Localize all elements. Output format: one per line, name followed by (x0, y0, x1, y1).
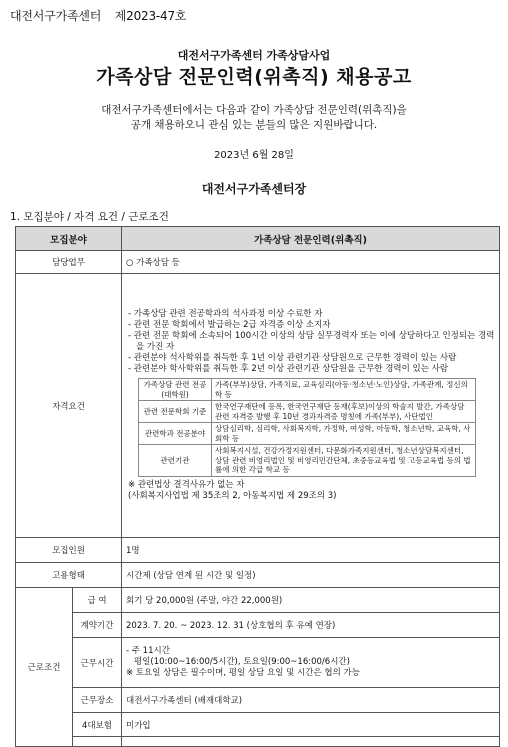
list-item: - 관련 전문 학회에서 발급하는 2급 자격증 이상 소지자 (128, 320, 331, 331)
recruit-label: 모집인원 (16, 538, 122, 563)
duty-value: ○ 가족상담 등 (122, 251, 500, 274)
recruit-value: 1명 (122, 538, 500, 563)
header-org: 대전서구가족센터 (10, 9, 102, 23)
qual-sub-table (138, 378, 476, 477)
list-item: - 관련분야 학사학위를 취득한 후 2년 이상 관련기관 상담원을 근무한 경력이 있는 사람 (128, 364, 449, 375)
sub-value: 한국연구재단에 등록, 한국연구재단 등재(후보)이상의 학술지 발간, 가족상담 관련 자격증 발행 후 10년 경과자격증 명칭에 가족(부부), 사단법인 (212, 401, 476, 423)
sub-label: 관련기관 (139, 445, 212, 477)
qual-cell (122, 274, 500, 538)
table-row (16, 274, 500, 538)
sub-label: 관련학과 전공분야 (139, 423, 212, 445)
hours-line-2: 평일(10:00~16:00/5시간), 토요일(9:00~16:00/6시간) (134, 657, 350, 667)
announcement-date: 2023년 6월 28일 (214, 150, 294, 161)
qual-note-1: ※ 관련법상 결격사유가 없는 자 (128, 479, 245, 490)
list-item: - 관련 전문 학회에 소속되어 100시간 이상의 상담 실무경력자 또는 이에 상당하다고 인정되는 경력을 가진 자 (128, 331, 495, 353)
recruitment-table (15, 226, 500, 747)
hours-value (122, 638, 500, 688)
table-header-row (16, 227, 500, 251)
qual-note-2: (사회복지사업법 제 35조의 2, 아동복지법 제 29조의 3) (128, 490, 337, 501)
table-row (16, 713, 500, 737)
announcement-intro (0, 103, 508, 133)
table-row (139, 445, 476, 477)
list-item: - 가족상담 관련 전공학과의 석사과정 이상 수료한 자 (128, 309, 323, 320)
employ-value: 시간제 (상담 연계 된 시간 및 일정) (122, 563, 500, 588)
insurance-label: 4대보험 (73, 713, 122, 737)
sub-label: 관련 전문학회 기준 (139, 401, 212, 423)
duty-label: 담당업무 (16, 251, 122, 274)
insurance-value: 미가입 (122, 713, 500, 737)
table-row (16, 588, 500, 613)
qual-list (128, 309, 495, 375)
place-value: 대전서구가족센터 (배재대학교) (122, 688, 500, 713)
table-row-continued (16, 737, 500, 747)
col-header-position: 가족상담 전문인력(위촉직) (122, 227, 500, 251)
announcement-org: 대전서구가족센터장 (201, 182, 307, 196)
table-row (139, 423, 476, 445)
hours-line-1: - 주 11시간 (126, 646, 170, 656)
table-row (16, 538, 500, 563)
announcement-subtitle: 대전서구가족센터 가족상담사업 (177, 49, 331, 62)
hours-label: 근무시간 (73, 638, 122, 688)
table-row (16, 688, 500, 713)
section-title: 1. 모집분야 / 자격 요건 / 근로조건 (10, 211, 169, 223)
place-label: 근무장소 (73, 688, 122, 713)
employ-label: 고용형태 (16, 563, 122, 588)
table-row (16, 638, 500, 688)
sub-value: 상담심리학, 심리학, 사회복지학, 가정학, 여성학, 아동학, 청소년학, 교육학, 사회학 등 (212, 423, 476, 445)
period-label: 계약기간 (73, 613, 122, 638)
sub-label: 가족상담 관련 전공(대학원) (139, 379, 212, 401)
intro-line-2: 공개 채용하오니 관심 있는 분들의 많은 지원바랍니다. (130, 119, 378, 131)
header-doc-no: 제2023-47호 (114, 9, 187, 23)
wage-value: 회기 당 20,000원 (주말, 야간 22,000원) (122, 588, 500, 613)
hours-line-3: ※ 토요일 상담은 필수이며, 평일 상담 요일 및 시간은 협의 가능 (126, 668, 360, 678)
table-row (139, 379, 476, 401)
sub-value: 가족(부부)상담, 가족치료, 교육심리(아동·청소년·노인)상담, 가족관계, 정신의학 등 (212, 379, 476, 401)
announcement-title: 가족상담 전문인력(위촉직) 채용공고 (96, 66, 412, 88)
table-row (16, 251, 500, 274)
intro-line-1: 대전서구가족센터에서는 다음과 같이 가족상담 전문인력(위촉직)을 (101, 104, 407, 116)
qual-label: 자격요건 (16, 274, 122, 538)
list-item: - 관련분야 석사학위를 취득한 후 1년 이상 관련기관 상담원으로 근무한 경력이 있는 사람 (128, 353, 457, 364)
table-row (16, 613, 500, 638)
document-header (10, 7, 196, 24)
wage-label: 급 여 (73, 588, 122, 613)
period-value: 2023. 7. 20. ~ 2023. 12. 31 (상호협의 후 유예 연장) (122, 613, 500, 638)
sub-value: 사회복지시설, 건강가정지원센터, 다문화가족지원센터, 청소년상담복지센터, 상담 관련 비영리법인 및 비영리민간단체, 초중등교육법 및 고등교육법 등의 법률에 의한 각급 학교 등 (212, 445, 476, 477)
work-label: 근로조건 (16, 588, 73, 747)
table-row (139, 401, 476, 423)
col-header-field: 모집분야 (16, 227, 122, 251)
table-row (16, 563, 500, 588)
